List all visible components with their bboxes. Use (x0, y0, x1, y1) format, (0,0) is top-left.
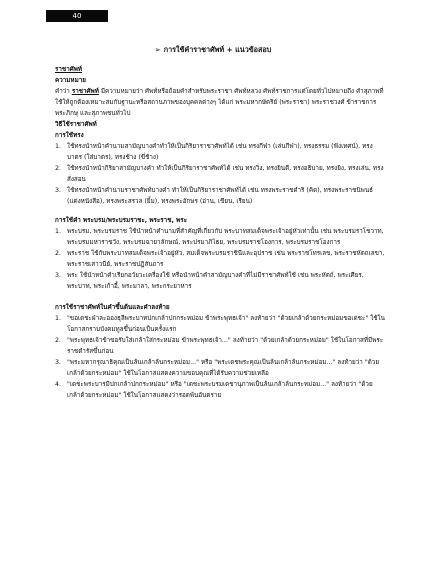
list-item: 2. ใช้ทรงนำหน้ากิริยาสามัญบางคำ ทำให้เป็นกิริยาราชาศัพท์ได้ เช่น ทรงวิ่ง, ทรงยินดี, ทรงอธิบาย, ทรงยิง, ทรงเล่น, ทรงสั่งสอน (55, 165, 384, 183)
list-item: 1. พระบรม, พระบรมราช ใช้นำหน้าคำนามที่สำคัญที่เกี่ยวกับ พระบาทสมเด็จพระเจ้าอยู่หัวเท่านั้น เช่น พระบรมราโชวาท, พระบรมมหาราชวัง, พระบรมฉายาลักษณ์, พระปรมาภิไธย, พระบรมราชโองการ, พระบรมราชโองการ (55, 228, 384, 246)
list-item: 2. พระราช ใช้กับพระบาทสมเด็จพระเจ้าอยู่หัว, สมเด็จพระบรมราชินีและอุปราช เช่น พระราชโทรเลข, พระราชหัตถเลขา, พระราชเสาวนีย์, พระราชปฏิสันถาร (55, 250, 385, 268)
page-title-text: การใช้คำราชาศัพท์ + แนวข้อสอบ (163, 45, 272, 54)
section-heading: ราชาศัพท์ (55, 66, 83, 73)
page-number: 40 (46, 10, 108, 22)
list-item-text: พระบรม, พระบรมราช ใช้นำหน้าคำนามที่สำคัญที่เกี่ยวกับ พระบาทสมเด็จพระเจ้าอยู่หัวเท่านั้น เช่น พระบรมราโชวาท, พระบรมมหาราชวัง, พระบรมฉายาลักษณ์, พระปรมาภิไธย, พระบรมราชโองการ, พระบรมราชโองการ (67, 228, 384, 246)
list-item-text: พระ ใช้นำหน้าคำเรียกอวัยวะเครื่องใช้ หรือนำหน้าคำสามัญบางคำที่ไม่มีราชาศัพท์ใช้ เช่น พระหัตถ์, พระเศียร, พระบาท, พระเก้าอี้, พระมาลา, พระกระยาหาร (67, 272, 364, 290)
arrowhead-icon: ➢ (154, 45, 161, 54)
page-title (0, 45, 426, 55)
list-item-text: "พระพุทธเจ้าข้าขอรับใส่เกล้าใส่กระหม่อม ข้าพระพุทธเจ้า..." ลงท้ายว่า "ด้วยเกล้าด้วยกระหม่อม" ใช้ในโอกาสที่มีพระราชดำรัสขึ้นก่อน (67, 337, 384, 355)
list-item-text: ใช้ทรงนำหน้ากิริยาสามัญบางคำ ทำให้เป็นกิริยาราชาศัพท์ได้ เช่น ทรงวิ่ง, ทรงยินดี, ทรงอธิบาย, ทรงยิง, ทรงเล่น, ทรงสั่งสอน (67, 165, 384, 183)
list-item-text: "ขอเดชะฝ่าละอองธุลีพระบาทปกเกล้าปกกระหม่อม ข้าพระพุทธเจ้า" ลงท้ายว่า "ด้วยเกล้าด้วยกระหม่อมขอเดชะ" ใช้ในโอกาสกราบบังคมทูลขึ้นก่อนเป็นครั้งแรก (67, 315, 385, 333)
document-body (55, 64, 385, 401)
usage-heading: วิธีใช้ราชาศัพท์ (55, 121, 97, 128)
ending-heading: การใช้ราชาศัพท์ในคำขึ้นต้นและคำลงท้าย (55, 304, 170, 311)
meaning-paragraph (55, 86, 385, 119)
list-item: 3. ใช้ทรงนำหน้าคำนามราชาศัพท์บางคำ ทำให้เป็นกิริยาราชาศัพท์ได้ เช่น ทรงพระราชดำริ (คิด), ทรงพระราชนิพนธ์ (แต่งหนังสือ), ทรงพระสรวล (ยิ้ม), ทรงพระอักษร (อ่าน, เขียน, เรียน) (55, 187, 373, 205)
phra-list (55, 226, 385, 292)
list-item-text: พระราช ใช้กับพระบาทสมเด็จพระเจ้าอยู่หัว, สมเด็จพระบรมราชินีและอุปราช เช่น พระราชโทรเลข, พระราชหัตถเลขา, พระราชเสาวนีย์, พระราชปฏิสันถาร (67, 250, 385, 268)
list-item-text: "เดชะพระบารมีปกเกล้าปกกระหม่อม" หรือ "เดชะพระบรมเดชานุภาพเป็นล้นเกล้าล้นกระหม่อม..." ลงท้ายว่า "ด้วยเกล้าด้วยกระหม่อม" ใช้ในโอกาสแสดงว่ารอดพ้นอันตราย (67, 381, 373, 399)
meaning-text-after: มีความหมายว่า ศัพท์หรือถ้อยคำสำหรับพระราชา ศัพท์หลวง ศัพท์ราชการแต่โดยทั่วไปหมายถึง คำสุภาพที่ใช้ให้ถูกต้องเหมาะสมกับฐานะหรือสถานภาพของบุคคลต่างๆ ได้แก่ พระมหากษัตริย์ (พระราชา) พระราชวงศ์ ข้าราชการ พระภิกษุ และสุภาพชนทั่วไป (55, 88, 384, 117)
list-item: 3. "พระมหากรุณาธิคุณเป็นล้นเกล้าล้นกระหม่อม..." หรือ "พระเดชพระคุณเป็นล้นเกล้าล้นกระหม่อม..." ลงท้ายว่า "ด้วยเกล้าด้วยกระหม่อม" ใช้ในโอกาสแสดงความขอบคุณที่ได้รับความช่วยเหลือ (55, 359, 380, 377)
list-item: 1. ใช้ทรงนำหน้าคำนามสามัญบางคำทำให้เป็นกิริยาราชาศัพท์ได้ เช่น ทรงกีฬา (เล่นกีฬา), ทรงธรรม (ฟังเทศน์), ทรงบาตร (ใส่บาตร), ทรงช้าง (ขี่ช้าง) (55, 143, 373, 161)
meaning-highlight: ราชาศัพท์ (71, 88, 99, 95)
list-item: 3. พระ ใช้นำหน้าคำเรียกอวัยวะเครื่องใช้ หรือนำหน้าคำสามัญบางคำที่ไม่มีราชาศัพท์ใช้ เช่น พระหัตถ์, พระเศียร, พระบาท, พระเก้าอี้, พระมาลา, พระกระยาหาร (55, 272, 364, 290)
songs-list (55, 141, 385, 207)
list-item: 2. "พระพุทธเจ้าข้าขอรับใส่เกล้าใส่กระหม่อม ข้าพระพุทธเจ้า..." ลงท้ายว่า "ด้วยเกล้าด้วยกระหม่อม" ใช้ในโอกาสที่มีพระราชดำรัสขึ้นก่อน (55, 337, 384, 355)
phra-heading: การใช้คำ พระบรม/พระบรมราชะ, พระราช, พระ (55, 217, 187, 224)
ending-list (55, 313, 385, 401)
meaning-text-before: คำว่า (55, 88, 72, 95)
list-item: 1. "ขอเดชะฝ่าละอองธุลีพระบาทปกเกล้าปกกระหม่อม ข้าพระพุทธเจ้า" ลงท้ายว่า "ด้วยเกล้าด้วยกระหม่อมขอเดชะ" ใช้ในโอกาสกราบบังคมทูลขึ้นก่อนเป็นครั้งแรก (55, 315, 385, 333)
list-item-text: ใช้ทรงนำหน้าคำนามราชาศัพท์บางคำ ทำให้เป็นกิริยาราชาศัพท์ได้ เช่น ทรงพระราชดำริ (คิด), ทรงพระราชนิพนธ์ (แต่งหนังสือ), ทรงพระสรวล (ยิ้ม), ทรงพระอักษร (อ่าน, เขียน, เรียน) (67, 187, 373, 205)
list-item-text: "พระมหากรุณาธิคุณเป็นล้นเกล้าล้นกระหม่อม..." หรือ "พระเดชพระคุณเป็นล้นเกล้าล้นกระหม่อม..." ลงท้ายว่า "ด้วยเกล้าด้วยกระหม่อม" ใช้ในโอกาสแสดงความขอบคุณที่ได้รับความช่วยเหลือ (67, 359, 380, 377)
list-item-text: ใช้ทรงนำหน้าคำนามสามัญบางคำทำให้เป็นกิริยาราชาศัพท์ได้ เช่น ทรงกีฬา (เล่นกีฬา), ทรงธรรม (ฟังเทศน์), ทรงบาตร (ใส่บาตร), ทรงช้าง (ขี่ช้าง) (67, 143, 373, 161)
songs-heading: การใช้ทรง (55, 132, 84, 139)
meaning-heading: ความหมาย (55, 77, 86, 84)
list-item: 4. "เดชะพระบารมีปกเกล้าปกกระหม่อม" หรือ "เดชะพระบรมเดชานุภาพเป็นล้นเกล้าล้นกระหม่อม..." ลงท้ายว่า "ด้วยเกล้าด้วยกระหม่อม" ใช้ในโอกาสแสดงว่ารอดพ้นอันตราย (55, 381, 373, 399)
